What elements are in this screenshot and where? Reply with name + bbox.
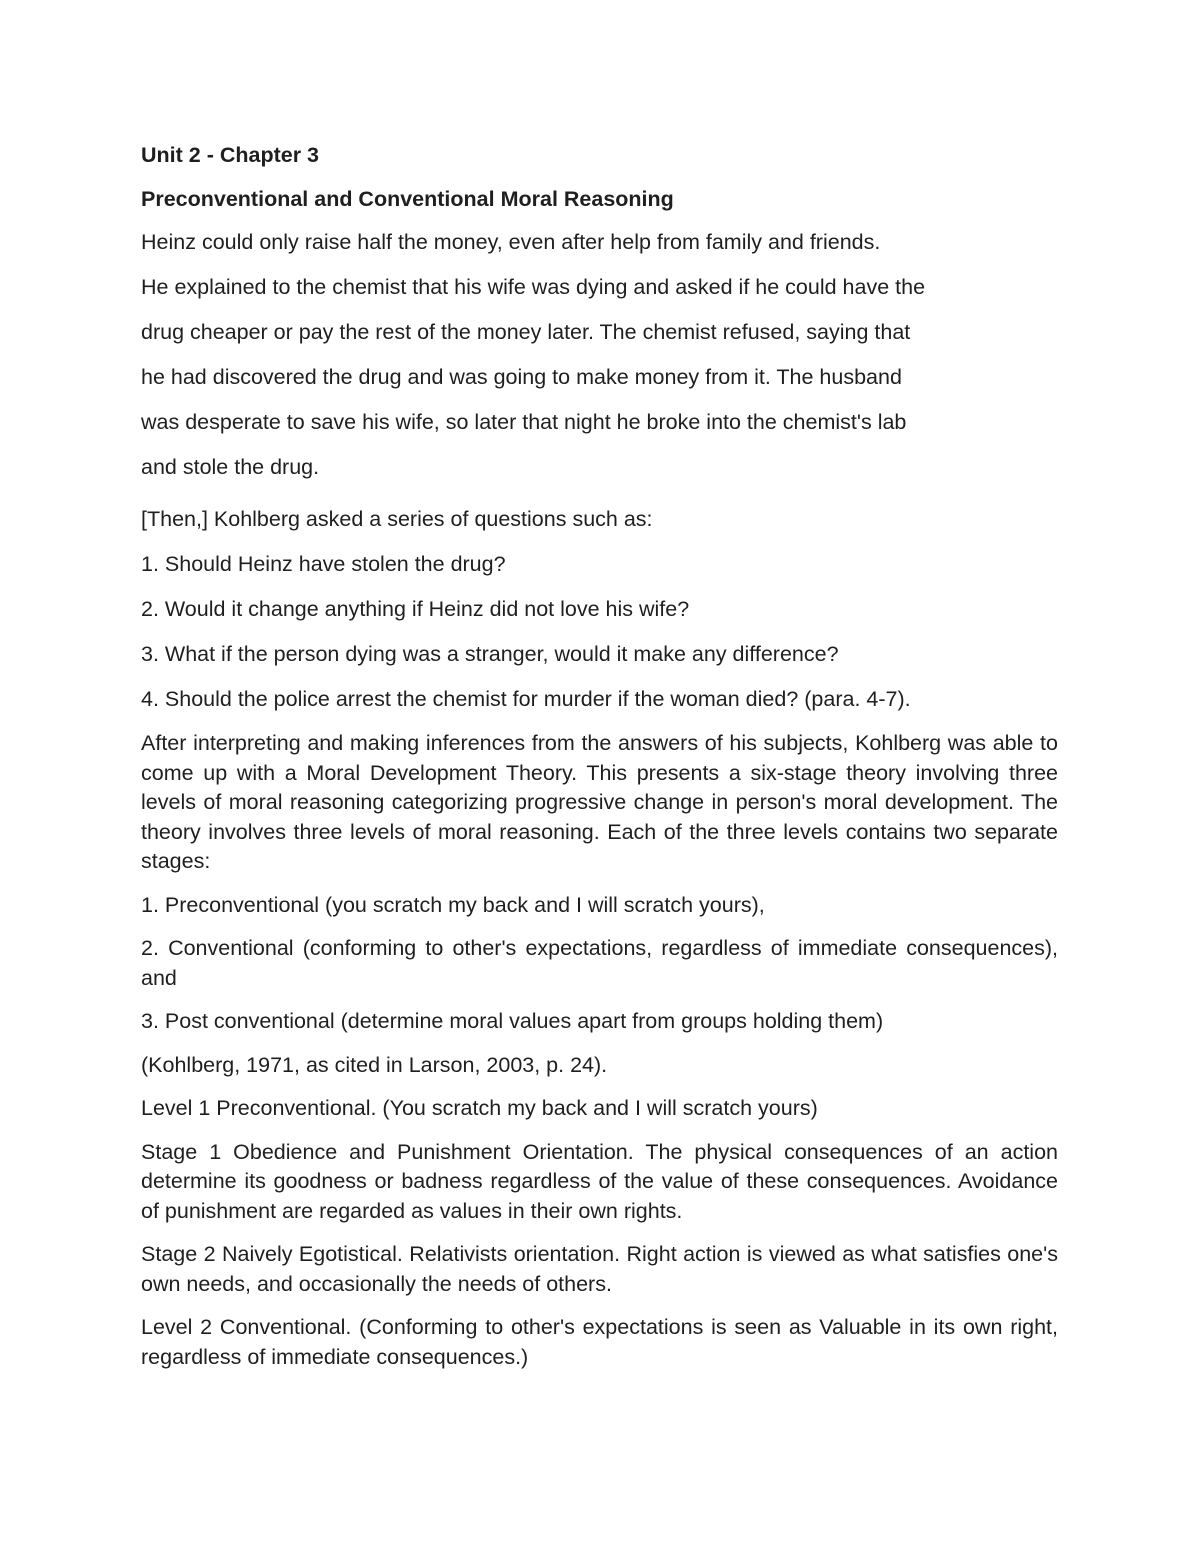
level-list-item: 1. Preconventional (you scratch my back and I will scratch yours),	[141, 892, 765, 917]
question-item: 4. Should the police arrest the chemist for murder if the woman died? (para. 4-7).	[141, 687, 911, 711]
questions-intro: [Then,] Kohlberg asked a series of questions such as:	[141, 507, 653, 531]
story-line: he had discovered the drug and was going to make money from it. The husband	[141, 365, 902, 389]
story-line: and stole the drug.	[141, 455, 320, 479]
story-paragraph	[141, 220, 1058, 490]
level-2-heading: Level 2 Conventional. (Conforming to other's expectations is seen as Valuable in its own right, regardless of immediate consequences.)	[141, 1315, 1058, 1369]
question-item: 3. What if the person dying was a stranger, would it make any difference?	[141, 642, 839, 666]
stage-2-paragraph: Stage 2 Naively Egotistical. Relativists orientation. Right action is viewed as what satisfies one's own needs, and occasionally the needs of others.	[141, 1242, 1058, 1296]
story-line: Heinz could only raise half the money, even after help from family and friends.	[141, 230, 881, 254]
story-line: was desperate to save his wife, so later that night he broke into the chemist's lab	[141, 410, 907, 434]
section-title: Preconventional and Conventional Moral Reasoning	[141, 187, 674, 211]
level-1-heading: Level 1 Preconventional. (You scratch my back and I will scratch yours)	[141, 1096, 818, 1120]
question-item: 2. Would it change anything if Heinz did not love his wife?	[141, 597, 690, 621]
stage-1-paragraph: Stage 1 Obedience and Punishment Orientation. The physical consequences of an action determine its goodness or badness regardless of the value of these consequences. Avoidance of punishment are regarded as values in their own rights.	[141, 1139, 1058, 1223]
theory-paragraph: After interpreting and making inferences from the answers of his subjects, Kohlberg was able to come up with a Moral Development Theory. This presents a six-stage theory involving three levels of moral reasoning categorizing progressive change in person's moral development. The theory involves three levels of moral reasoning. Each of the three levels contains two separate stages:	[141, 731, 1058, 873]
unit-title: Unit 2 - Chapter 3	[141, 143, 319, 167]
citation: (Kohlberg, 1971, as cited in Larson, 2003, p. 24).	[141, 1052, 608, 1077]
story-line: He explained to the chemist that his wife was dying and asked if he could have the	[141, 275, 926, 299]
document-page	[141, 140, 1058, 1386]
level-list-item: 3. Post conventional (determine moral values apart from groups holding them)	[141, 1009, 884, 1033]
level-list-item: 2. Conventional (conforming to other's expectations, regardless of immediate consequences), and	[141, 936, 1058, 990]
story-line: drug cheaper or pay the rest of the money later. The chemist refused, saying that	[141, 320, 911, 344]
question-item: 1. Should Heinz have stolen the drug?	[141, 552, 506, 576]
